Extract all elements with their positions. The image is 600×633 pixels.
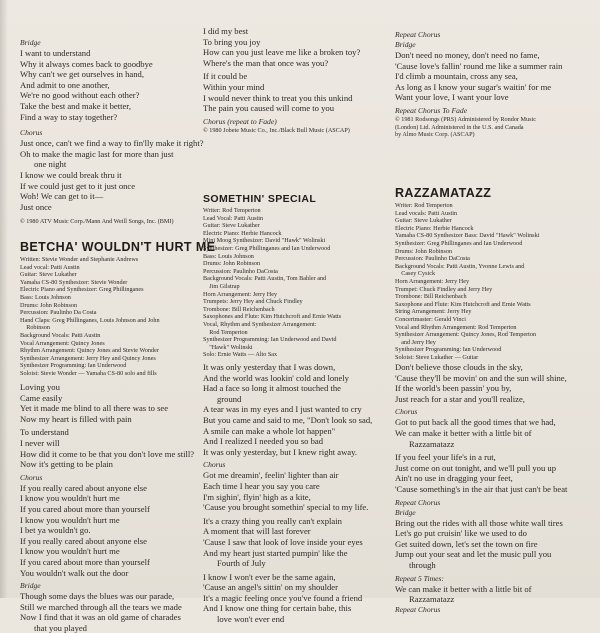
col2-song-title (203, 193, 388, 206)
col1-top-line: And admit to one another, (20, 79, 110, 90)
col1-lyric-line: Now it's getting to be plain (20, 459, 113, 470)
col3-lyric-line: If the world's been passin' you by, (395, 383, 512, 394)
col2-lyric-line: And my heart just started pumpin' like the (203, 547, 348, 558)
col3-credit: and Jerry Hey (395, 338, 436, 346)
col3-credit: Electric Piano: Herbie Hancock (395, 224, 474, 232)
col2-lyric-line: And I realized I needed you so bad (203, 436, 324, 447)
col3-credit: Trombone: Bill Reichenbach (395, 293, 467, 301)
col2-lyric-line: 'Cause you brought somethin' special to my life. (203, 502, 369, 513)
col1-top-line: I know we could break thru it (20, 169, 122, 180)
col1-lyric-line: I bet ya wouldn't go. (20, 525, 91, 536)
col2-credit: Horn Arrangement: Jerry Hey (203, 290, 278, 298)
col3-credit: Synthesizer Programming: Ian Underwood (395, 346, 502, 354)
col3-lyric-label: Repeat 5 Times: (395, 573, 444, 583)
col3-lyric-line: We can make it better with a little bit of (395, 427, 532, 438)
col3-top-line: As long as I know your sugar's waitin' for me (395, 81, 552, 92)
col3-lyric-line: Let's go put cruisin' like we used to do (395, 528, 527, 539)
col2-credit: Mini Moog Synthesizer: David "Hawk" Wolinski (203, 237, 326, 245)
col1-credit: Yamaha CS-80 Synthesizer: Stevie Wonder (20, 278, 128, 286)
col1-credit: Written: Stevie Wonder and Stephanie Andrews (20, 256, 139, 263)
col1-credit: Vocal Arrangement: Quincy Jones (20, 339, 105, 347)
col1-lyric-line: Still we marched through all the tears we made (20, 601, 182, 612)
col3-credit: Synthesizer Arrangement: Quincy Jones, Rod Temperton (395, 331, 537, 339)
col2-credit: Drums: John Robinson (203, 260, 261, 268)
col3-credit: Writer: Rod Temperton (395, 202, 453, 209)
col1-lyric-line: Though some days the blues was our parade, (20, 591, 175, 602)
col3-lyric-line: Jump out your seat and let the music pull you (395, 549, 552, 560)
col3-lyric-line: Get suited down, let's set the town on fire (395, 538, 538, 549)
col1-top-line: Woh! We can get to it— (20, 191, 104, 202)
col3-top-line: © 1981 Rodsongs (PRS) Administered by Rondor Music (395, 115, 537, 123)
col3-lyric-line: through (409, 559, 436, 570)
col2-lyric-line: It's a magic feeling once you've found a friend (203, 592, 363, 603)
col2-lyric-line: Fourth of July (217, 558, 266, 569)
col1-lyric-line: Now I find that it was an old game of charades (20, 612, 181, 623)
col2-credit: Electric Piano: Herbie Hancock (203, 229, 282, 237)
col3-top-line: Want your love, I want your love (395, 92, 509, 103)
col2-credit: Solo: Ernie Watts — Alto Sax (203, 351, 278, 359)
col2-credit: Rod Temperton (203, 328, 248, 336)
col1-credit: Synthesizer Arrangement: Jerry Hey and Quincy Jones (20, 354, 156, 362)
col1-credits (20, 256, 205, 378)
col3-credit: Concertmaster: Gerald Vinci (395, 315, 466, 323)
col2-lyric-line: And the world was lookin' cold and lonely (203, 372, 349, 383)
col2-credit: Synthesizer Programming: Ian Underwood and David (203, 336, 337, 344)
col2-top-line: Where's the man that once was you? (203, 57, 329, 68)
col1-top-line: I want to understand (20, 48, 91, 58)
col3-credit: Lead vocals: Patti Austin (395, 209, 458, 217)
col3-credit: Saxophone and Flute: Kim Hutchcroft and Ernie Watts (395, 300, 531, 308)
col3-credit: Synthesizer: Greg Phillinganes and Ian Underwood (395, 239, 523, 247)
col1-top-line: We're no good without each other? (20, 90, 140, 101)
col1-top-line: one night (34, 159, 67, 170)
col2-lyric-line: And I know one thing for certain babe, this (203, 603, 352, 614)
col3-lyric-line: Ain't no use in dragging your feet, (395, 473, 513, 484)
col2-top-line: I did my best (203, 26, 249, 36)
col3-credit: Vocal and Rhythm Arrangement: Rod Temperton (395, 323, 517, 331)
col2-lyric-line: Had a face so long it almost touched the (203, 383, 341, 394)
col1-credit: Drums: John Robinson (20, 301, 78, 309)
col1-lyric-line: I know you wouldn't hurt me (20, 514, 120, 525)
col2-credit: Guitar: Steve Lukather (203, 222, 260, 230)
col1-top-line: Take the best and make it better, (20, 100, 131, 111)
col3-lyric-line: Got to put back all the good times that we had, (395, 417, 556, 428)
col1-top-line: Oh to make the magic last for more than just (20, 148, 174, 159)
col3-top-label: Bridge (395, 40, 416, 49)
col2-lyric-line: 'Cause an angel's sittin' on my shoulder (203, 582, 338, 593)
col3-song-title (395, 186, 593, 201)
col3-lyric-line: If you feel your life's in a rut, (395, 452, 496, 463)
col1-lyric-line: If you really cared about anyone else (20, 535, 147, 546)
col1-lyric-line: How did it come to be that you don't love me still? (20, 448, 195, 459)
col2-lyric-line: But you came and said to me, "Don't look so sad, (203, 414, 373, 425)
col1-credit: Guitar: Steve Lukather (20, 271, 77, 279)
col1-lyric-line: Loving you (20, 382, 60, 392)
col3-credit: Background Vocals: Patti Austin, Yvonne Lewis and (395, 262, 525, 270)
col1-credit: Synthesizer Programming: Ian Underwood (20, 362, 127, 370)
col1-credit: Rhythm Arrangement: Quincy Jones and Stevie Wonder (20, 347, 159, 355)
col1-song-title (20, 240, 216, 255)
col3-lyric-label: Repeat Chorus (395, 604, 441, 614)
col2-lyric-line: Each time I hear you say you care (203, 480, 320, 491)
col2-credit: Trombone: Bill Reichenbach (203, 305, 275, 313)
col2-top-line: © 1980 Jobete Music Co., Inc./Black Bull Music (ASCAP) (203, 126, 350, 134)
col3-lyric-line: 'Cause something's in the air that just can't be beat (395, 483, 568, 494)
col1-top-line: Why can't we get ourselves in hand, (20, 69, 144, 80)
col3-lyrics (395, 362, 593, 615)
col2-lyric-line: I'm sighin', flyin' high as a kite, (203, 491, 311, 502)
col2-top-line: To bring you joy (203, 36, 261, 47)
col2-credit: Percussion: Paulinho DaCosta (203, 267, 278, 275)
col1-credit: Electric Piano and Synthesizer: Greg Phillinganes (20, 286, 144, 294)
col1-lyric-line: If you really cared about anyone else (20, 482, 147, 493)
col2-credit: "Hawk" Wolinski (203, 343, 253, 351)
col1-credit: Robinson (20, 324, 50, 332)
col3-lyric-line: Don't believe those clouds in the sky, (395, 362, 523, 372)
col2-top-line: How can you just leave me like a broken toy? (203, 47, 361, 58)
col1-lyric-line: I never will (20, 437, 60, 448)
col1-top-line: Just once, can't we find a way to fin'lly make it right? (20, 138, 204, 149)
col3-credit: Horn Arrangement: Jerry Hey (395, 277, 470, 285)
col1-top-line: Just once (20, 201, 52, 212)
col2-top-label: Chorus (repeat to Fade) (203, 116, 277, 126)
col1-lyrics (20, 382, 210, 633)
col1-credit: Soloist: Stevie Wonder — Yamaha CS-80 solo and fills (20, 369, 157, 377)
col3-top-line: Don't need no money, don't need no fame, (395, 50, 540, 60)
page-edge-shadow (0, 0, 8, 598)
col2-credits (203, 207, 388, 359)
col2-credit: Writer: Rod Temperton (203, 207, 261, 214)
col3-credit: Soloist: Steve Lukather — Guitar (395, 353, 479, 361)
col3-top-line: I'd climb a mountain, cross any sea, (395, 71, 518, 82)
song-title-betcha: BETCHA' WOULDN'T HURT ME (20, 240, 216, 254)
col2-lyric-line: A smile can make a whole lot happen" (203, 425, 336, 436)
col1-lyric-line: You wouldn't walk out the door (20, 567, 129, 578)
col1-credit: Lead vocal: Patti Austin (20, 263, 80, 271)
col1-lyric-line: I know you wouldn't hurt me (20, 493, 120, 504)
col2-lyric-line: A tear was in my eyes and I just wanted to cry (203, 404, 362, 415)
col1-lyric-line: To understand (20, 427, 69, 438)
col3-top-line: by Almo Music Corp. (ASCAP) (395, 131, 475, 139)
col2-credit: Lead Vocal: Patti Austin (203, 214, 264, 222)
col1-lyric-line: Now my heart is filled with pain (20, 413, 132, 424)
col1-top-label: Chorus (20, 128, 43, 138)
col3-lyric-line: Just reach for a star and you'll realize, (395, 393, 525, 404)
col1-lyric-line: I know you wouldn't hurt me (20, 546, 120, 557)
col3-lyric-label: Bridge (395, 507, 416, 517)
col3-top-label: Repeat Chorus (395, 30, 441, 39)
col2-lyric-line: It was only yesterday, but I knew right away. (203, 446, 358, 457)
col2-lyric-line: I know I won't ever be the same again, (203, 571, 336, 582)
col2-lyric-line: ground (217, 393, 242, 404)
col2-lyric-label: Chorus (203, 460, 226, 470)
col3-credit: Percussion: Paulinho DaCosta (395, 255, 470, 263)
col3-credit: Casey Cysick (395, 270, 436, 278)
col3-credit: String Arrangement: Jerry Hey (395, 308, 472, 316)
col3-top-label: Repeat Chorus To Fade (395, 105, 468, 115)
col3-lyric-line: Razzamatazz (409, 594, 455, 605)
col3-lyric-line: We can make it better with a little bit of (395, 583, 532, 594)
col2-credit: Synthesizer: Greg Phillinganes and Ian Underwood (203, 244, 331, 252)
col2-credit: Trumpets: Jerry Hey and Chuck Findley (203, 298, 303, 306)
col1-lyric-line: Yet it made me blind to all there was to see (20, 403, 169, 414)
col2-credit: Jim Gilstrap (203, 282, 240, 290)
col1-top-line: Find a way to stay together? (20, 111, 118, 122)
col3-credit: Yamaha CS-80 Synthesizer Bass: David "Hawk" Wolinski (395, 232, 540, 240)
col3-top-line: 'Cause love's fallin' round me like a summer rain (395, 60, 563, 71)
col2-lyric-line: love won't ever end (217, 614, 285, 625)
col3-lyric-line: Bring out the rides with all those white wall tires (395, 517, 563, 528)
col2-lyric-line: It was only yesterday that I was down, (203, 362, 336, 372)
col3-lyric-label: Chorus (395, 407, 418, 417)
col2-top-line: The pain you caused will come to you (203, 103, 335, 114)
col3-credit: Drums: John Robinson (395, 247, 453, 255)
col2-top-line: I would never think to treat you this unkind (203, 92, 353, 103)
col1-credit: Background Vocals: Patti Austin (20, 331, 101, 339)
col1-top-line: Why it always comes back to goodbye (20, 58, 153, 69)
col2-lyric-line: A moment that will last forever (203, 526, 311, 537)
col2-credit: Bass: Louis Johnson (203, 252, 254, 260)
col1-lyric-label: Bridge (20, 581, 41, 591)
col2-lyric-line: It's a crazy thing you really can't explain (203, 515, 342, 526)
col1-top-label: Bridge (20, 38, 41, 47)
col2-lyrics (203, 362, 388, 625)
col3-credit: Trumpet: Chuck Findley and Jerry Hey (395, 285, 493, 293)
song-title-somethin-special: SOMETHIN' SPECIAL (203, 193, 317, 205)
col3-lyric-line: Razzamatazz (409, 438, 455, 449)
col2-top-line: Within your mind (203, 81, 265, 92)
col1-credit: Bass: Louis Johnson (20, 293, 71, 301)
col2-credit: Vocal, Rhythm and Synthesizer Arrangement: (203, 320, 317, 328)
col1-lyric-line: If you cared about more than yourself (20, 556, 150, 567)
col1-lyric-line: Came easily (20, 392, 63, 403)
col3-lyric-line: 'Cause they'll be movin' on and the sun will shine, (395, 372, 567, 383)
col1-lyric-line: If you cared about more than yourself (20, 503, 150, 514)
col1-top-line: If we could just get to it just once (20, 180, 136, 191)
col3-lyric-label: Repeat Chorus (395, 497, 441, 507)
col2-lyric-line: 'Cause I saw that look of love inside your eyes (203, 536, 363, 547)
col2-credit: Saxophones and Flute: Kim Hutchcroft and Ernie Watts (203, 313, 342, 321)
col2-top-line: If it could be (203, 71, 248, 82)
col2-lyric-line: Got me dreamin', feelin' lighter than air (203, 470, 339, 481)
col1-lyric-label: Chorus (20, 472, 43, 482)
col3-credit: Guitar: Steve Lukather (395, 217, 452, 225)
col1-top-block (20, 38, 204, 226)
col2-credit: Background Vocals: Patti Austin, Tom Bahler and (203, 275, 327, 283)
col1-credit: Hand Claps: Greg Phillinganes, Louis Johnson and John (20, 316, 160, 324)
col1-lyric-line: that you played (34, 622, 87, 633)
song-title-razzamatazz: RAZZAMATAZZ (395, 186, 492, 200)
col3-credits (395, 202, 593, 361)
col1-credit: Percussion: Paulinho Da Costa (20, 309, 97, 317)
col2-top-block (203, 26, 388, 134)
col1-top-line: © 1980 ATV Music Corp./Mann And Weill Songs, Inc. (BMI) (20, 218, 174, 226)
col3-lyric-line: Just come on out tonight, and we'll pull you up (395, 462, 556, 473)
col3-top-block (395, 30, 593, 139)
col3-top-line: (London) Ltd. Administered in the U.S. and Canada (395, 123, 524, 131)
